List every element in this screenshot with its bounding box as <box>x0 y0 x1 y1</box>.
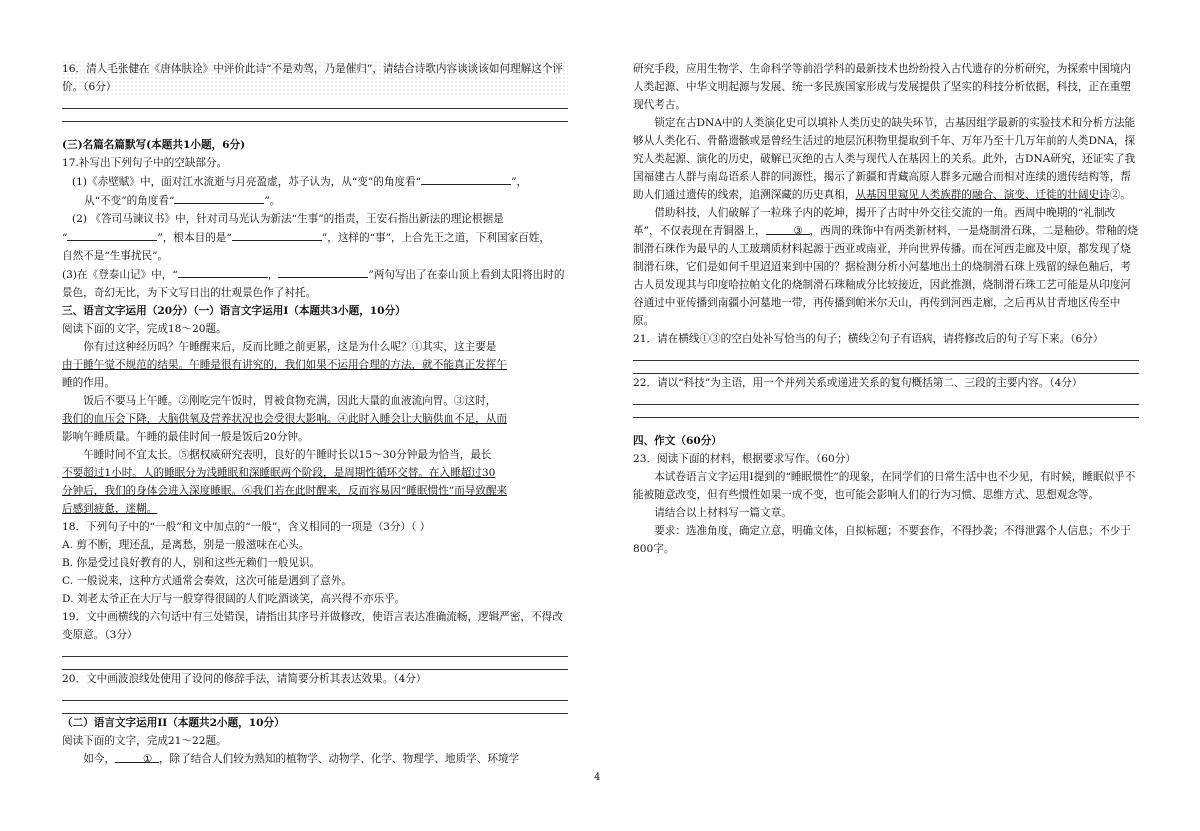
fill-blank-3[interactable]: ③ <box>766 222 810 235</box>
question-16: 16．清人毛张健在《唐体肤诠》中评价此诗“不是劝驾，乃是催归”，请结合诗歌内容谈谈该如何理解这个评价。（6分） <box>62 60 568 96</box>
fill-blank[interactable] <box>421 172 511 185</box>
left-column <box>62 60 568 768</box>
answer-line[interactable] <box>62 688 568 701</box>
question-17-2-cont: “ ”，根本目的是“ ”，这样的“事”，上合先王之道，下利国家百姓， <box>62 228 568 247</box>
passage-paragraph: 你有过这种经历吗？午睡醒来后，反而比睡之前更累，这是为什么呢？①其实，这主要是 <box>83 341 497 353</box>
question-21: 21．请在横线①③的空白处补写恰当的句子；横线②句子有语病，请将修改后的句子写下来。（6分） <box>633 333 1104 345</box>
reading-instruction: 阅读下面的文字，完成18～20题。 <box>62 323 227 335</box>
fill-blank[interactable] <box>232 228 322 241</box>
section-2-title: （二）语言文字运用II（本题共2小题，10分） <box>62 717 285 729</box>
question-17: 17.补写出下列句子中的空缺部分。 <box>62 157 228 169</box>
fill-blank[interactable] <box>278 265 368 278</box>
answer-line[interactable] <box>62 96 568 109</box>
question-18: 18．下列句子中的“一般”和文中加点的“一般”，含义相同的一项是（3分）（ ） <box>62 521 431 533</box>
question-17-1: (1)《赤壁赋》中，面对江水流逝与月亮盈虚，苏子认为，从“变”的角度看“ ”， <box>62 172 568 191</box>
answer-line[interactable] <box>633 348 1139 361</box>
passage-paragraph: 午睡时间不宜太长。⑤据权威研究表明，良好的午睡时长以15～30分钟最为恰当，最长 <box>83 449 492 461</box>
answer-line[interactable] <box>633 392 1139 405</box>
option-a[interactable]: A. 剪不断，理还乱，是离愁，别是一般滋味在心头。 <box>62 539 310 551</box>
passage-paragraph: 分钟后，我们的身体会进入深度睡眠。⑥我们若在此时醒来，反而容易因“睡眠惯性”而导致醒来 <box>62 485 508 497</box>
option-b[interactable]: B. 你是受过良好教育的人，别和这些无赖们一般见识。 <box>62 557 321 569</box>
right-column <box>633 60 1139 558</box>
answer-line[interactable] <box>62 701 568 714</box>
page-number: 4 <box>594 772 601 783</box>
question-20: 20．文中画波浪线处使用了设问的修辞手法，请简要分析其表达效果。（4分） <box>62 673 427 685</box>
passage-paragraph: 影响午睡质量。午睡的最佳时间一般是饭后20分钟。 <box>62 431 309 443</box>
option-c[interactable]: C. 一般说来，这种方式通常会奏效，这次可能是遇到了意外。 <box>62 575 352 587</box>
fill-blank-1[interactable]: ① <box>115 750 159 763</box>
answer-line[interactable] <box>633 361 1139 374</box>
material-paragraph: 请结合以上材料写一篇文章。 <box>654 507 792 519</box>
section-3-title: (三)名篇名篇默写(本题共1小题，6分) <box>62 139 246 151</box>
passage-paragraph: 如今， ① ，除了结合人们较为熟知的植物学、动物学、化学、物理学、地质学、环境学 <box>62 750 568 768</box>
answer-line[interactable] <box>62 109 568 122</box>
question-22: 22．请以“科技”为主语，用一个并列关系或递进关系的复句概括第二、三段的主要内容。（4分） <box>633 377 1083 389</box>
composition-title: 四、作文（60分） <box>633 435 722 447</box>
requirement-paragraph: 要求：选准角度，确定立意，明确文体，自拟标题；不要套作，不得抄袭；不得泄露个人信息；不少于800字。 <box>633 525 1131 555</box>
question-19: 19．文中画横线的六句话中有三处错误，请指出其序号并做修改，使语言表达准确流畅，逻辑严密，不得改变原意。（3分） <box>62 611 563 641</box>
option-d[interactable]: D. 刘老太爷正在大厅与一般穿得很阔的人们吃酒谈笑，高兴得不亦乐乎。 <box>62 593 406 605</box>
passage-paragraph: 不要超过1小时。人的睡眠分为浅睡眠和深睡眠两个阶段，是周期性循环交替。在入睡超过30 <box>62 467 496 479</box>
question-17-3: (3)在《登泰山记》中，“ ， ”两句写出了在泰山顶上看到太阳将出时的景色，奇幻无比，为下文写日出的壮观景色作了衬托。 <box>62 265 568 302</box>
fill-blank[interactable] <box>67 228 157 241</box>
fill-blank[interactable] <box>178 265 268 278</box>
passage-paragraph: 研究手段，应用生物学、生命科学等前沿学科的最新技术也纷纷投入古代遗存的分析研究，为探索中国境内人类起源、中华文明起源与发展、统一多民族国家形成与发展提供了坚实的科技分析依据，科技，正在重塑现代考古。 <box>633 63 1131 111</box>
passage-paragraph: 饭后不要马上午睡。②刚吃完午饭时，胃被食物充满，因此大量的血液流向胃。③这时， <box>83 395 497 407</box>
passage-paragraph: 由于睡午觉不规范的结果。午睡是很有讲究的，我们如果不运用合理的方法，就不能真正发挥午 <box>62 359 507 371</box>
question-17-2-end: 自然不是“生事扰民”。 <box>62 250 169 262</box>
material-paragraph: 本试卷语言文字运用I提到的“睡眠惯性”的现象，在同学们的日常生活中也不少见，有时候，睡眠似乎不能被随意改变，但有些惯性如果一成不变，也可能会影响人们的行为习惯、思维方式、思想观念等。 <box>633 471 1136 501</box>
passage-paragraph: 锁定在古DNA中的人类演化史可以填补人类历史的缺失环节，古基因组学最新的实验技术和分析方法能够从人类化石、骨骼遗骸或是曾经生活过的地层沉积物里提取到千年、万年乃至十几万年前的人类DNA，探究人类起源、演化的历史，破解已灭绝的古人类与现代人在基因上的关系。此外，古DNA研究，还证实了我国福建古人群与南岛语系人群的同源性，揭示了新疆和青藏高原人群多元融合而相对连续的遗传结构等，帮助人们通过遗传的线索，追溯深藏的历史真相，从基因里窥见人类族群的融合、演变、迁徙的壮阔史诗②。 <box>633 117 1136 201</box>
reading-instruction: 阅读下面的文字，完成21～22题。 <box>62 735 227 747</box>
answer-line[interactable] <box>62 657 568 670</box>
question-17-2: (2) 《答司马谏议书》中，针对司马光认为新法“生事”的指责，王安石指出新法的理论根据是 <box>72 213 504 225</box>
fill-blank[interactable] <box>174 191 264 204</box>
question-23: 23．阅读下面的材料，根据要求写作。（60分） <box>633 453 856 465</box>
passage-paragraph: 借助科技，人们破解了一粒珠子内的乾坤，揭开了古时中外交往交流的一角。西周中晚期的“礼制改革”，不仅表现在青铜器上， ③ ，西周的珠饰中有两类新材料，一是烧制滑石珠，二是釉砂。带釉的烧制滑石珠作为最早的人工玻璃质材料起源于西亚或南亚，并向世界传播。而在河西走廊及中原，都发现了烧制滑石珠，它们是如何千里迢迢来到中国的？据检测分析小河墓地出土的烧制滑石珠上残留的绿色釉后，考古人员发现其与印度哈拉帕文化的烧制滑石珠釉成分比较接近，因此推测，烧制滑石珠工艺可能是从印度河谷通过中亚传播到南疆小河墓地一带，再传播到帕米尔天山，再传到河西走廊，之后再从甘青地区传至中原。 <box>633 207 1138 327</box>
question-17-1-cont: 从“不变”的角度看“ ”。 <box>62 191 568 210</box>
answer-line[interactable] <box>62 644 568 657</box>
passage-paragraph: 睡的作用。 <box>62 377 115 389</box>
passage-paragraph: 后感到疲惫，迷糊。 <box>62 503 158 515</box>
answer-line[interactable] <box>633 405 1139 418</box>
passage-paragraph: 我们的血压会下降，大脑供氧及营养状况也会受很大影响。④此时入睡会让大脑供血不足，从而 <box>62 413 507 425</box>
language-section-title: 三、语言文字运用（20分）（一）语言文字运用I（本题共3小题，10分） <box>62 305 406 317</box>
